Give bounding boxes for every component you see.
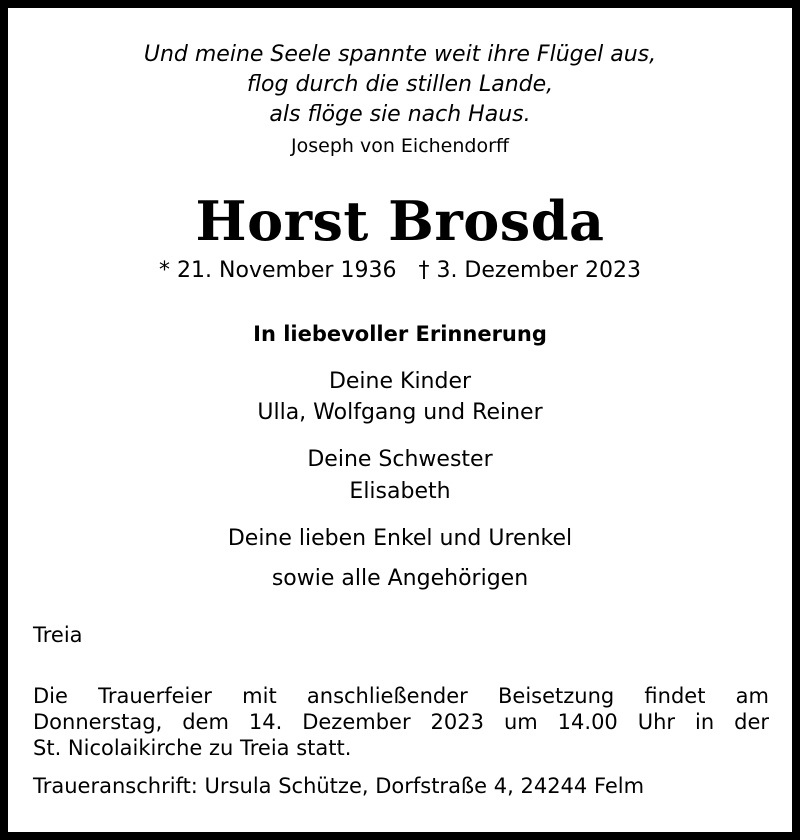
- location: Treia: [33, 623, 83, 647]
- poem: [0, 40, 800, 130]
- service-line: Donnerstag, dem 14. Dezember 2023 um 14.00 Uhr in der: [33, 710, 769, 734]
- sister-name: Elisabeth: [349, 479, 451, 504]
- mourning-address: Traueranschrift: Ursula Schütze, Dorfstraße 4, 24244 Felm: [33, 774, 645, 798]
- relatives-line: sowie alle Angehörigen: [271, 566, 529, 591]
- deceased-name: Horst Brosda: [195, 189, 605, 253]
- death-date: † 3. Dezember 2023: [418, 258, 641, 283]
- poem-line: Und meine Seele spannte weit ihre Flügel aus,: [143, 42, 657, 67]
- birth-date: * 21. November 1936: [159, 258, 397, 283]
- poem-author: Joseph von Eichendorff: [291, 135, 509, 157]
- children-title: Deine Kinder: [328, 369, 472, 394]
- grandchildren-line: Deine lieben Enkel und Urenkel: [227, 526, 573, 551]
- life-dates: [0, 257, 800, 285]
- service-notice: [33, 683, 769, 761]
- service-line: St. Nicolaikirche zu Treia statt.: [33, 736, 352, 760]
- poem-line: als flöge sie nach Haus.: [269, 102, 531, 127]
- service-line: Die Trauerfeier mit anschließender Beisetzung findet am: [33, 684, 769, 708]
- poem-line: flog durch die stillen Lande,: [246, 72, 554, 97]
- children-names: Ulla, Wolfgang und Reiner: [257, 400, 543, 425]
- remembrance-heading: In liebevoller Erinnerung: [253, 322, 547, 346]
- sister-title: Deine Schwester: [307, 447, 493, 472]
